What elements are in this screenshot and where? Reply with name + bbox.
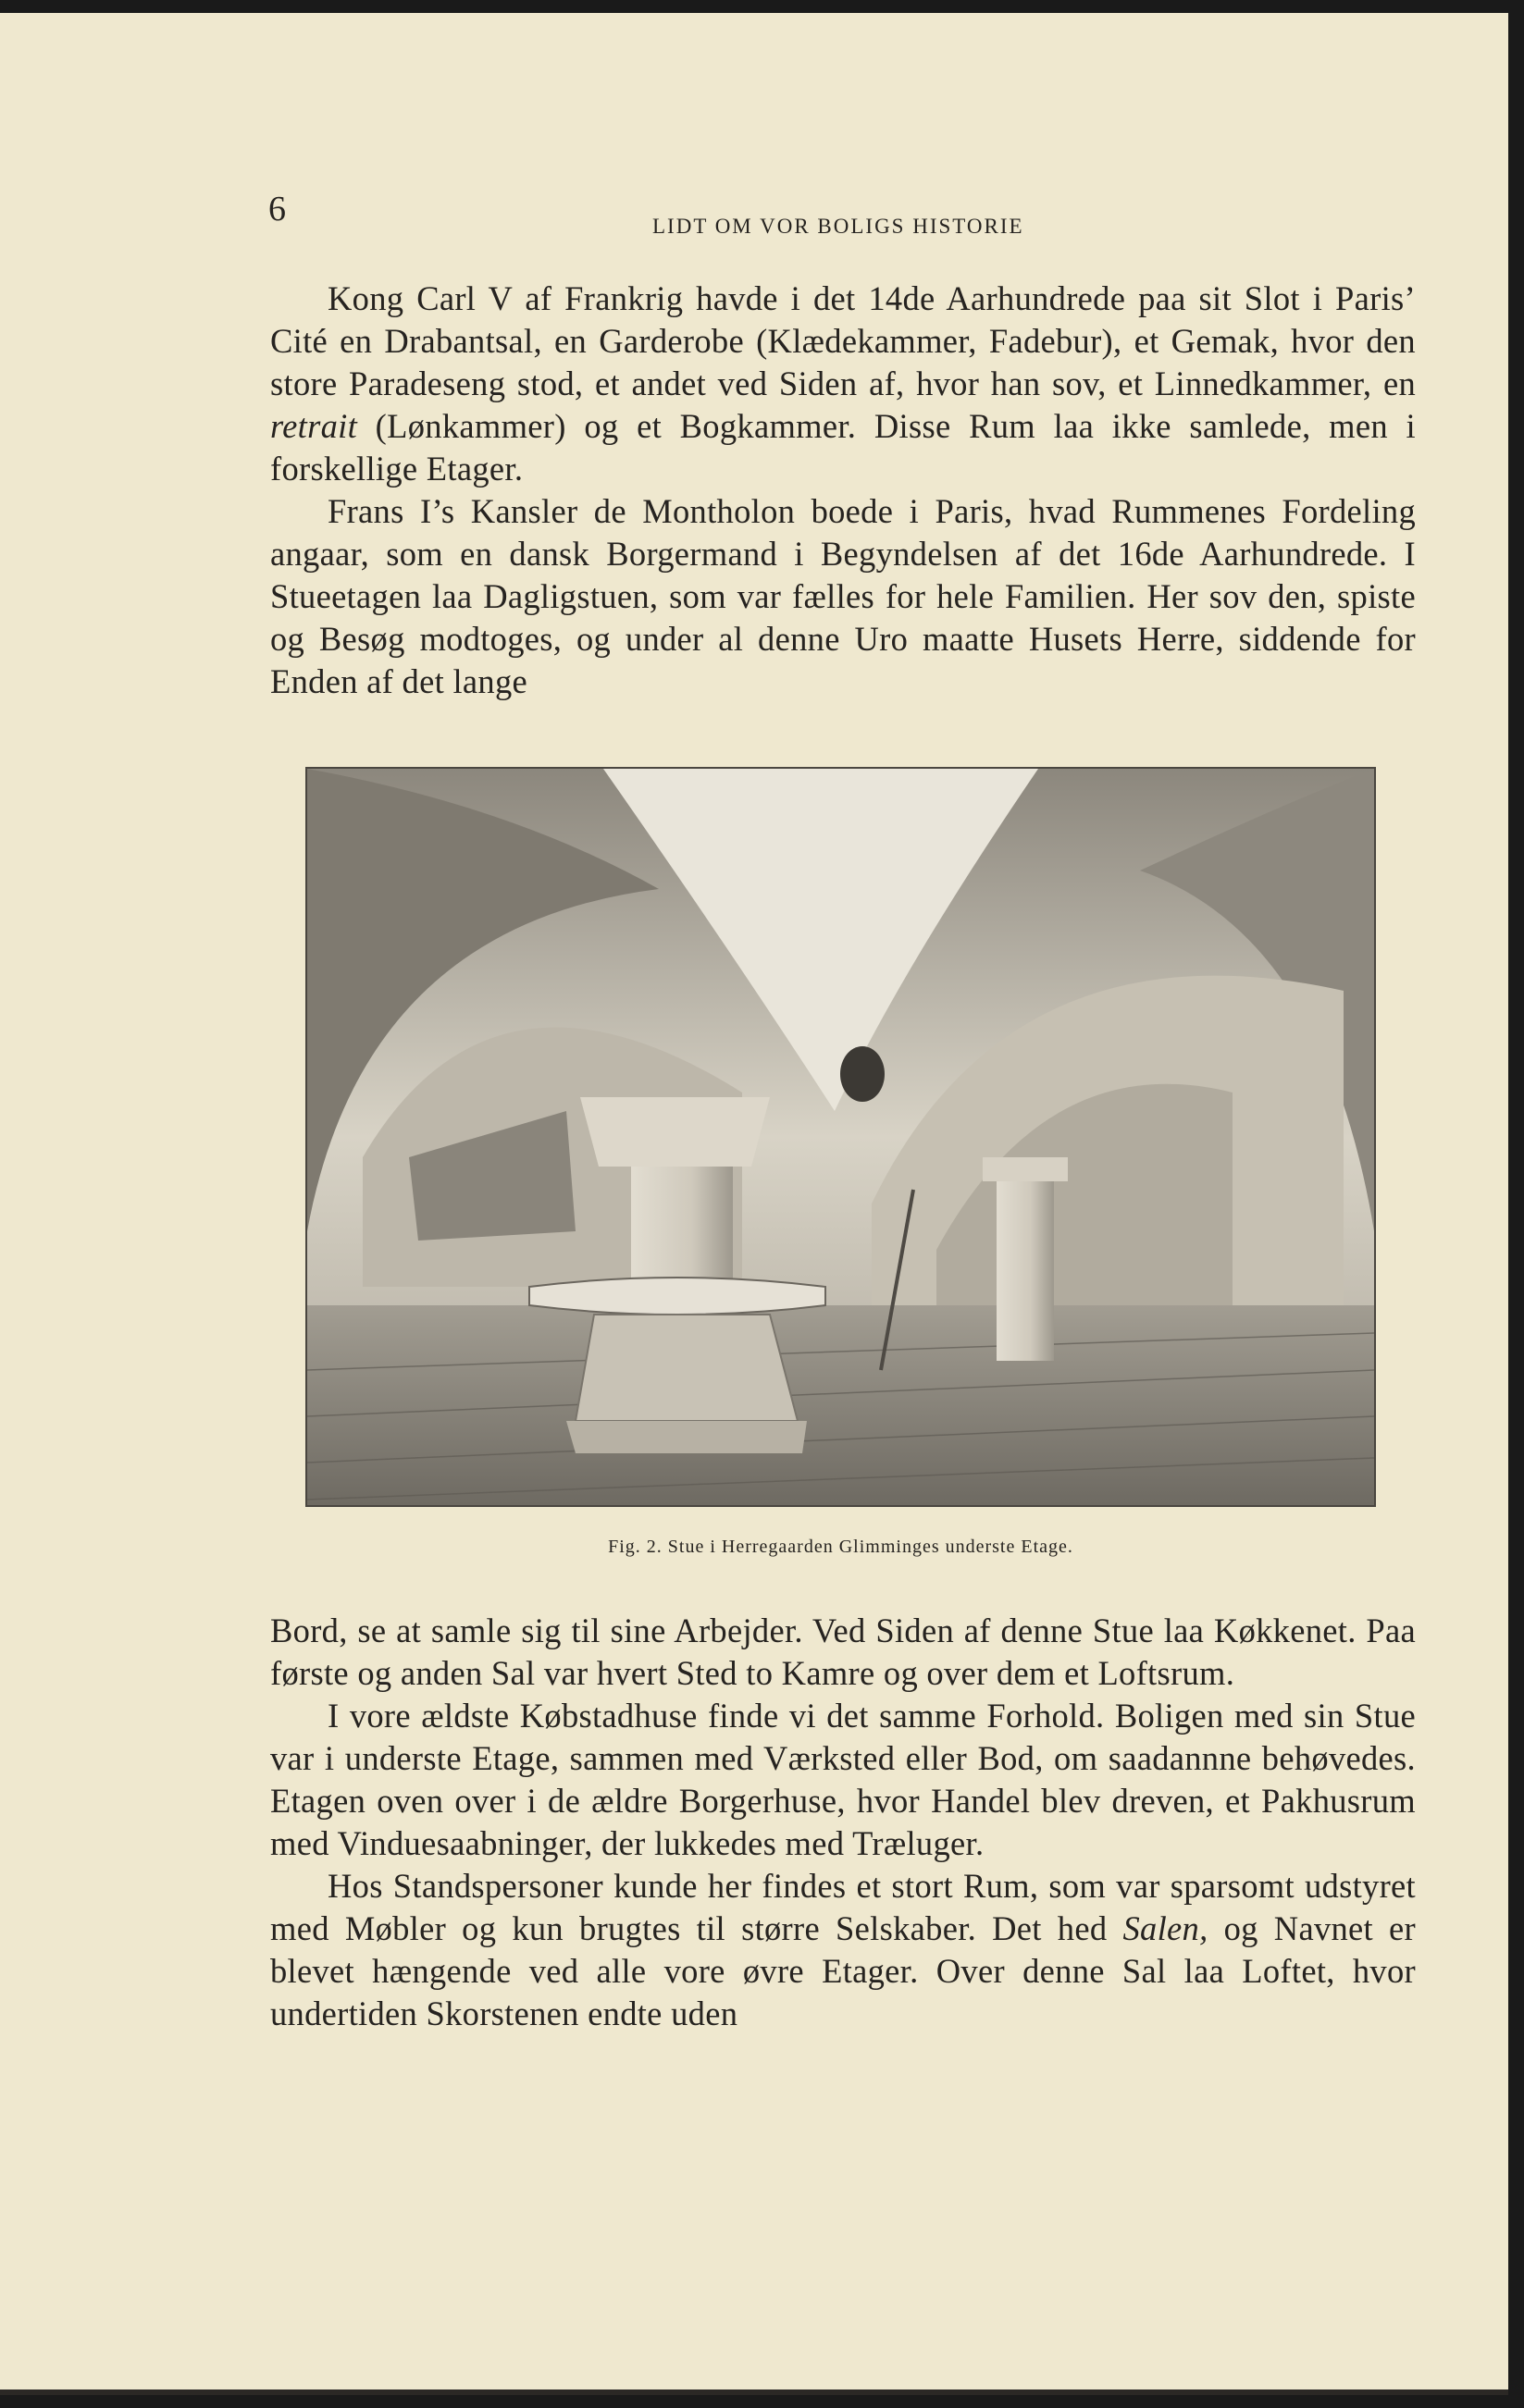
vaulted-room-illustration	[307, 769, 1374, 1505]
paragraph	[270, 1865, 1416, 2035]
book-page	[0, 13, 1508, 2395]
text-span: (Lønkammer) og et Bogkammer. Disse Rum laa ikke samlede, men i forskellige Etager.	[270, 407, 1416, 488]
paragraph: Bord, se at samle sig til sine Arbejder. Ved Siden af denne Stue laa Køkkenet. Paa første og anden Sal var hvert Sted to Kamre og over dem et Loftsrum.	[270, 1612, 1416, 1692]
text-span: og Navnet er blevet hængende ved alle vore øvre Etager. Over denne Sal laa Loftet, hvor undertiden Skorstenen endte uden	[270, 1909, 1417, 2032]
page-number: 6	[268, 190, 286, 228]
paragraph: I vore ældste Købstadhuse finde vi det samme Forhold. Boligen med sin Stue var i underste Etage, sammen med Værksted eller Bod, om saadannne behøvedes. Etagen oven over i de ældre Borgerhuse, hvor Handel blev dreven, et Pakhusrum med Vinduesaabninger, der lukkedes med Træluger.	[270, 1697, 1416, 1862]
running-head: LIDT OM VOR BOLIGS HISTORIE	[652, 215, 1024, 238]
italic-term: Salen,	[1122, 1909, 1208, 1947]
text-span: Hos Standspersoner kunde her findes et stort Rum, som var sparsomt udstyret med Møbler og kun brugtes til større Selskaber. Det hed	[270, 1867, 1416, 1947]
paragraph	[270, 278, 1416, 490]
figure-illustration	[305, 767, 1376, 1507]
page-edge	[0, 2389, 1508, 2395]
text-block-top	[270, 278, 1416, 703]
text-block-bottom	[270, 1610, 1416, 2035]
italic-term: retrait	[270, 407, 358, 445]
text-span: Kong Carl V af Frankrig havde i det 14de Aarhundrede paa sit Slot i Paris’ Cité en Drabantsal, en Garderobe (Klædekammer, Fadebur), et Gemak, hvor den store Paradeseng stod, et andet ved Siden af, hvor han sov, et Linnedkammer, en	[270, 279, 1416, 402]
figure-caption: Fig. 2. Stue i Herregaarden Glimminges underste Etage.	[608, 1537, 1073, 1557]
paragraph: Frans I’s Kansler de Montholon boede i Paris, hvad Rummenes Fordeling angaar, som en dansk Borgermand i Begyndelsen af det 16de Aarhundrede. I Stueetagen laa Dagligstuen, som var fælles for hele Familien. Her sov den, spiste og Besøg modtoges, og under al denne Uro maatte Husets Herre, siddende for Enden af det lange	[270, 492, 1416, 700]
